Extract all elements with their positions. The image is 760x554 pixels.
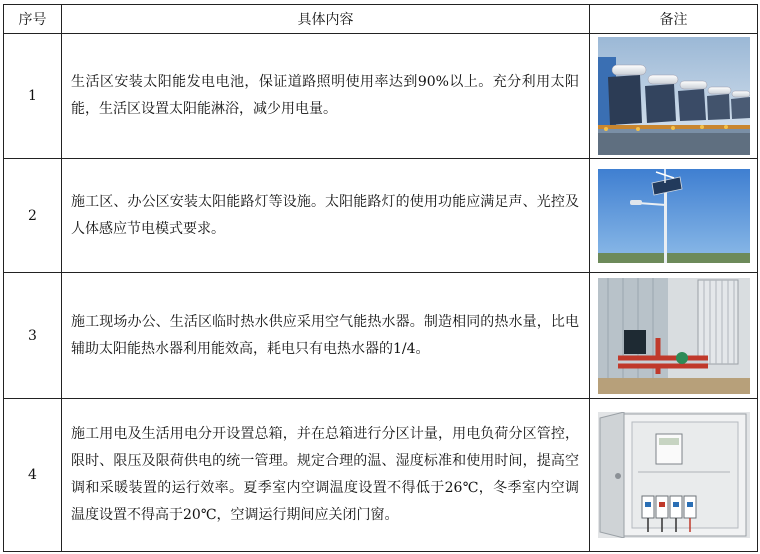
table-row bbox=[4, 399, 758, 552]
header-seq: 序号 bbox=[4, 5, 62, 34]
table-row bbox=[4, 159, 758, 273]
row-number: 1 bbox=[4, 34, 62, 159]
header-remark: 备注 bbox=[590, 5, 758, 34]
table-row bbox=[4, 34, 758, 159]
solar-street-light-photo bbox=[598, 169, 750, 263]
row-number: 4 bbox=[4, 399, 62, 552]
measures-table bbox=[3, 4, 758, 552]
table-header-row bbox=[4, 5, 758, 34]
row-number: 3 bbox=[4, 273, 62, 399]
electrical-distribution-box-photo bbox=[598, 412, 750, 538]
row-content: 施工用电及生活用电分开设置总箱，并在总箱进行分区计量，用电负荷分区管控，限时、限压及限荷供电的统一管理。规定合理的温、湿度标准和使用时间，提高空调和采暖装置的运行效率。夏季室内空调温度设置不得低于26℃，冬季室内空调温度设置不得高于20℃，空调运行期间应关闭门窗。 bbox=[62, 399, 590, 552]
row-content: 施工区、办公区安装太阳能路灯等设施。太阳能路灯的使用功能应满足声、光控及人体感应节电模式要求。 bbox=[62, 159, 590, 273]
row-number: 2 bbox=[4, 159, 62, 273]
solar-water-heater-photo bbox=[598, 37, 750, 155]
table-row bbox=[4, 273, 758, 399]
air-source-water-heater-photo bbox=[598, 278, 750, 394]
row-content: 施工现场办公、生活区临时热水供应采用空气能热水器。制造相同的热水量，比电辅助太阳能热水器利用能效高，耗电只有电热水器的1/4。 bbox=[62, 273, 590, 399]
header-content: 具体内容 bbox=[62, 5, 590, 34]
row-content: 生活区安装太阳能发电电池，保证道路照明使用率达到90%以上。充分利用太阳能，生活区设置太阳能淋浴，减少用电量。 bbox=[62, 34, 590, 159]
